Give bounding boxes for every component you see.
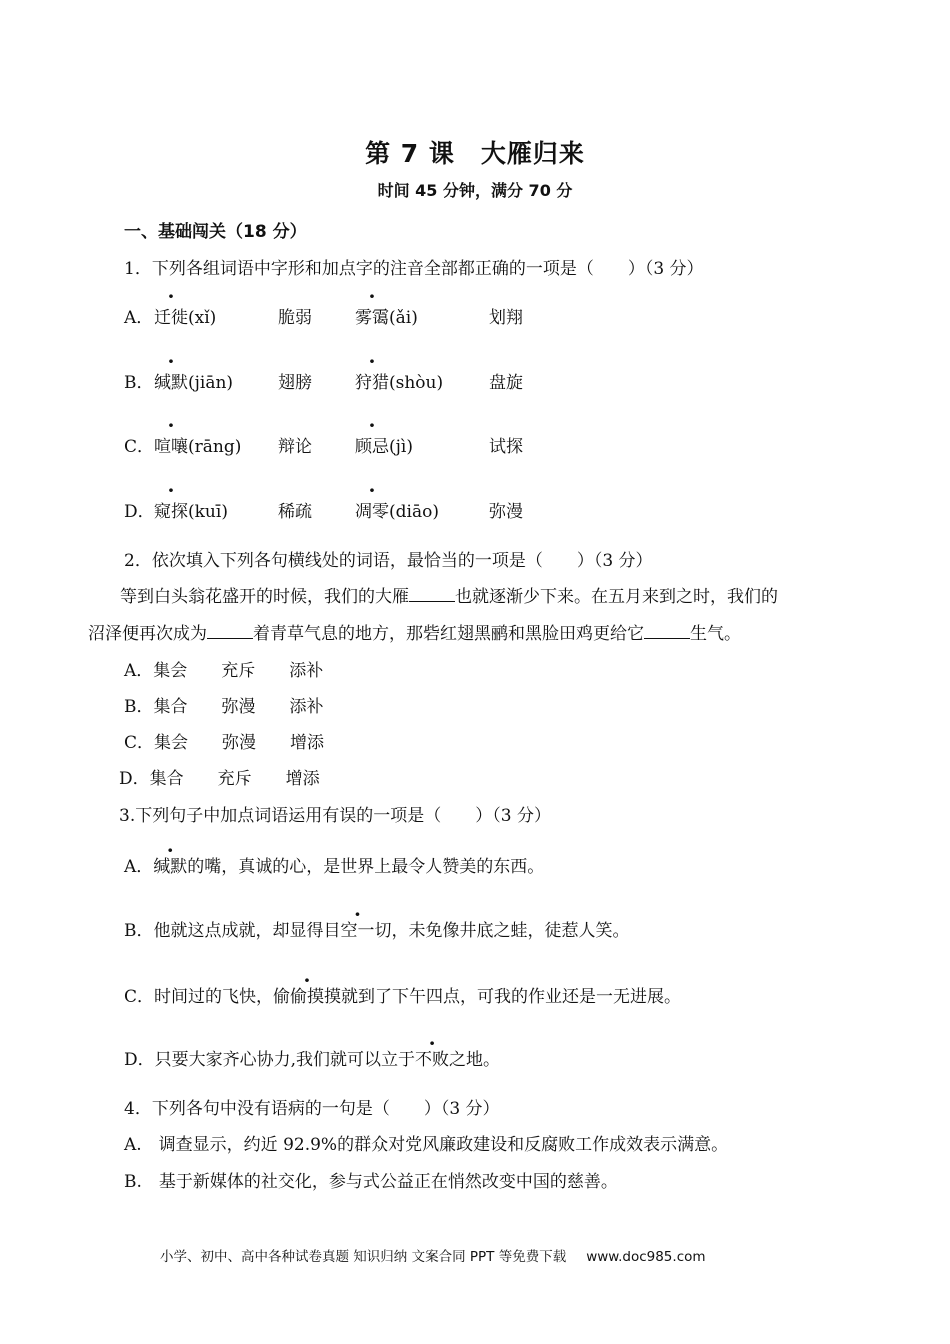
pinyin: (shòu) <box>389 373 444 393</box>
passage-text: 等到白头翁花盛开的时候，我们的大雁 <box>120 587 409 607</box>
option-label: A． <box>124 308 154 328</box>
q4-option-b: B. 基于新媒体的社交化，参与式公益正在悄然改变中国的慈善。 <box>124 1172 618 1192</box>
dotted-char: 缄默 <box>154 373 188 393</box>
option-word-1 <box>154 432 241 457</box>
q2-option-a: A．集会 充斥 添补 <box>124 661 324 681</box>
option-text: D．只要大家齐心协力,我们就可以 <box>124 1050 382 1070</box>
option-text: B．他就这点成就，却显得 <box>124 921 324 941</box>
dotted-char: 窥探 <box>154 502 188 522</box>
option-label: C． <box>124 437 155 457</box>
q2-passage-line-2 <box>88 619 741 644</box>
option-word-1 <box>154 497 228 522</box>
question-4-stem: 4．下列各句中没有语病的一句是（ ）（3 分） <box>124 1099 500 1119</box>
option-word-2: 稀疏 <box>278 502 312 522</box>
fill-blank <box>409 586 455 602</box>
pinyin: (jì) <box>389 437 413 457</box>
page-footer <box>160 1245 706 1265</box>
option-word-3 <box>355 432 413 457</box>
fill-blank <box>207 623 253 639</box>
dotted-char: 雾霭 <box>355 308 389 328</box>
option-label: D． <box>124 502 155 522</box>
q2-option-d: D．集合 充斥 增添 <box>119 769 320 789</box>
question-1-stem: 1．下列各组词语中字形和加点字的注音全部都正确的一项是（ ）（3 分） <box>124 259 704 279</box>
passage-text: 着青草气息的地方，那砦红翅黑鹂和黑脸田鸡更给它 <box>253 624 644 644</box>
option-word-3 <box>355 368 443 393</box>
pinyin: (kuī) <box>188 502 228 522</box>
option-word-4: 盘旋 <box>489 373 523 393</box>
option-text: 的嘴，真诚的心，是世界上最令人赞美的东西。 <box>187 857 545 877</box>
q3-option-b <box>124 916 630 941</box>
dotted-word: · 立于不败之地 <box>381 1050 483 1070</box>
page-title: 第 7 课 大雁归来 <box>365 139 585 168</box>
option-word-4: 弥漫 <box>489 502 523 522</box>
q3-option-c <box>124 982 681 1007</box>
dotted-char: 凋零 <box>355 502 389 522</box>
passage-text: 也就逐渐少下来。在五月来到之时，我们的 <box>455 587 778 607</box>
option-word-2: 脆弱 <box>278 308 312 328</box>
dotted-word: 缄默 <box>153 857 188 877</box>
option-word-2: 翅膀 <box>278 373 312 393</box>
option-text: ，未免像井底之蛙，徒惹人笑。 <box>391 921 630 941</box>
fill-blank <box>644 623 690 639</box>
q2-option-b: B．集合 弥漫 添补 <box>124 697 324 717</box>
q1-option-a <box>124 303 523 328</box>
option-word-4: 试探 <box>489 437 523 457</box>
pinyin: (ǎi) <box>389 308 418 328</box>
option-text: 。 <box>483 1050 501 1070</box>
dotted-word: 偷偷摸摸 <box>273 987 342 1007</box>
dotted-char: 迁徙 <box>154 308 188 328</box>
option-word-4: 划翔 <box>489 308 523 328</box>
q2-passage-line-1 <box>120 582 778 607</box>
q3-option-a <box>124 852 544 877</box>
option-text: 就到了下午四点，可我的作业还是一无进展。 <box>341 987 682 1007</box>
q2-option-c: C．集会 弥漫 增添 <box>124 733 325 753</box>
option-word-1 <box>154 303 216 328</box>
option-text: C．时间过的飞快， <box>124 987 274 1007</box>
dotted-word: 目空一切 <box>323 921 392 941</box>
pinyin: (diāo) <box>389 502 439 522</box>
passage-text: 生气。 <box>690 624 741 644</box>
dotted-char: 狩猎 <box>355 373 389 393</box>
q4-option-a: A. 调查显示，约近 92.9%的群众对党风廉政建设和反腐败工作成效表示满意。 <box>124 1135 729 1155</box>
question-2-stem: 2．依次填入下列各句横线处的词语，最恰当的一项是（ ）（3 分） <box>124 551 653 571</box>
option-word-3 <box>355 497 439 522</box>
option-word-3 <box>355 303 418 328</box>
pinyin: (jiān) <box>188 373 234 393</box>
option-label: B． <box>124 373 154 393</box>
page-subtitle: 时间 45 分钟，满分 70 分 <box>377 181 573 200</box>
section-heading: 一、基础闯关（18 分） <box>124 222 307 242</box>
question-3-stem: 3.下列句子中加点词语运用有误的一项是（ ）（3 分） <box>119 806 551 826</box>
q3-option-d <box>124 1045 500 1070</box>
option-word-2: 辩论 <box>278 437 312 457</box>
option-word-1 <box>154 368 233 393</box>
dotted-char: 顾忌 <box>355 437 389 457</box>
footer-text: 小学、初中、高中各种试卷真题 知识归纳 文案合同 PPT 等免费下载 <box>160 1249 567 1265</box>
pinyin: (rāng) <box>188 437 242 457</box>
footer-url[interactable]: www.doc985.com <box>586 1249 706 1265</box>
q1-option-b <box>124 368 523 393</box>
passage-text: 沼泽便再次成为 <box>88 624 207 644</box>
option-label: A． <box>124 857 154 877</box>
q1-option-c <box>124 432 523 457</box>
dotted-char: 喧嚷 <box>154 437 188 457</box>
pinyin: (xǐ) <box>188 308 217 328</box>
q1-option-d <box>124 497 523 522</box>
